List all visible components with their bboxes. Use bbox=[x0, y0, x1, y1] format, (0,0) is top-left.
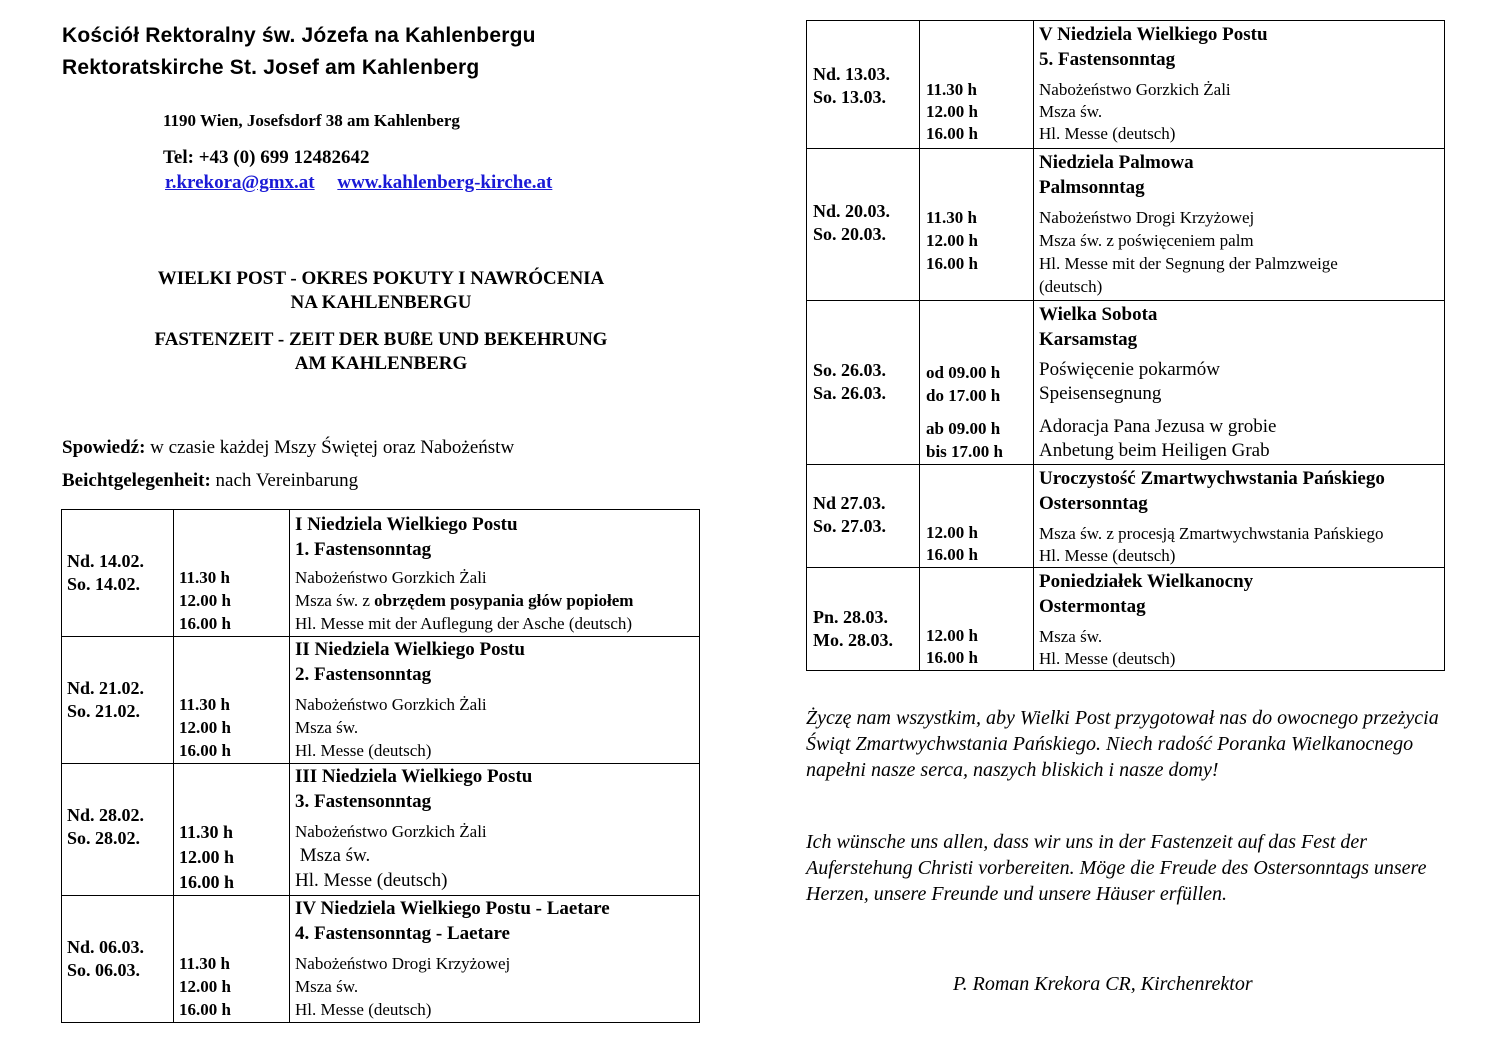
sunday-title-german: Karsamstag bbox=[1039, 329, 1138, 350]
time: 12.00 h bbox=[926, 626, 978, 645]
table-row bbox=[807, 465, 1445, 568]
times-cell bbox=[174, 510, 290, 637]
confession-polish-text: w czasie każdej Mszy Świętej oraz Nabożeństw bbox=[145, 437, 515, 458]
service-line: Msza św. bbox=[295, 977, 359, 996]
service-line: Hl. Messe (deutsch) bbox=[1039, 649, 1176, 668]
date-cell bbox=[807, 465, 920, 568]
sunday-title-german: 4. Fastensonntag - Laetare bbox=[295, 923, 510, 944]
service-line: Hl. Messe mit der Segnung der Palmzweige bbox=[1039, 254, 1338, 273]
date-polish: Nd. 20.03. bbox=[813, 201, 891, 221]
table-row bbox=[807, 149, 1445, 301]
service-line bbox=[295, 589, 699, 612]
address: 1190 Wien, Josefsdorf 38 am Kahlenberg bbox=[163, 111, 460, 130]
sunday-title-polish: IV Niedziela Wielkiego Postu - Laetare bbox=[295, 898, 610, 919]
time: 11.30 h bbox=[179, 954, 231, 973]
church-name-german: Rektoratskirche St. Josef am Kahlenberg bbox=[62, 56, 480, 79]
confession-german-label: Beichtgelegenheit: bbox=[62, 470, 211, 491]
times-cell bbox=[920, 149, 1034, 301]
service-line: Hl. Messe mit der Auflegung der Asche (deutsch) bbox=[295, 614, 633, 633]
table-row bbox=[807, 21, 1445, 149]
table-row bbox=[807, 568, 1445, 671]
signature: P. Roman Krekora CR, Kirchenrektor bbox=[953, 973, 1253, 995]
sunday-title-polish: Poniedziałek Wielkanocny bbox=[1039, 571, 1254, 592]
time: 12.00 h bbox=[179, 718, 231, 737]
time: 12.00 h bbox=[926, 231, 978, 250]
date-german: So. 28.02. bbox=[67, 828, 141, 848]
date-cell bbox=[807, 21, 920, 149]
service-line: Hl. Messe (deutsch) bbox=[295, 741, 432, 760]
sunday-title-german: 3. Fastensonntag bbox=[295, 791, 432, 812]
service-line: Nabożeństwo Drogi Krzyżowej bbox=[295, 954, 511, 973]
sunday-title-polish: I Niedziela Wielkiego Postu bbox=[295, 514, 518, 535]
time: 11.30 h bbox=[926, 80, 978, 99]
description-cell bbox=[1034, 149, 1445, 301]
service-line: (deutsch) bbox=[1039, 277, 1103, 296]
website-link[interactable]: www.kahlenberg-kirche.at bbox=[337, 172, 553, 193]
time: ab 09.00 h bbox=[926, 419, 1001, 438]
date-cell bbox=[807, 568, 920, 671]
service-line: Msza św. bbox=[1039, 102, 1103, 121]
time: 16.00 h bbox=[179, 1000, 231, 1019]
description-cell bbox=[1034, 21, 1445, 149]
service-line: Msza św. bbox=[295, 718, 359, 737]
heading-polish-line2: NA KAHLENBERGU bbox=[290, 292, 472, 313]
heading-german-line2: AM KAHLENBERG bbox=[294, 353, 468, 374]
date-polish: Pn. 28.03. bbox=[813, 607, 889, 627]
time: 16.00 h bbox=[926, 124, 978, 143]
time: 12.00 h bbox=[926, 523, 978, 542]
time: 16.00 h bbox=[179, 614, 231, 633]
sunday-title-polish: III Niedziela Wielkiego Postu bbox=[295, 766, 533, 787]
service-line: Msza św. z procesją Zmartwychwstania Pańskiego bbox=[1039, 524, 1384, 543]
service-line: Nabożeństwo Drogi Krzyżowej bbox=[1039, 208, 1255, 227]
time: 16.00 h bbox=[179, 741, 231, 760]
service-line: Hl. Messe (deutsch) bbox=[295, 870, 448, 891]
time: do 17.00 h bbox=[926, 386, 1001, 405]
description-cell bbox=[1034, 301, 1445, 465]
date-german: Mo. 28.03. bbox=[813, 630, 893, 650]
description-cell bbox=[1034, 465, 1445, 568]
sunday-title-german: 5. Fastensonntag bbox=[1039, 49, 1176, 70]
date-cell bbox=[807, 301, 920, 465]
date-polish: Nd. 14.02. bbox=[67, 551, 145, 571]
date-cell bbox=[62, 510, 174, 637]
service-line: Hl. Messe (deutsch) bbox=[1039, 546, 1176, 565]
description-cell bbox=[290, 637, 700, 764]
times-cell bbox=[920, 21, 1034, 149]
service-line: Nabożeństwo Gorzkich Żali bbox=[295, 568, 487, 587]
time: 11.30 h bbox=[926, 208, 978, 227]
sunday-title-polish: Niedziela Palmowa bbox=[1039, 152, 1194, 173]
email-link[interactable]: r.krekora@gmx.at bbox=[165, 172, 315, 193]
schedule-table-right bbox=[806, 20, 1445, 671]
date-cell bbox=[62, 896, 174, 1023]
service-line: Hl. Messe (deutsch) bbox=[1039, 124, 1176, 143]
time: 12.00 h bbox=[179, 591, 231, 610]
date-polish: Nd 27.03. bbox=[813, 493, 886, 513]
date-german: So. 20.03. bbox=[813, 224, 887, 244]
service-line: Speisensegnung bbox=[1039, 383, 1162, 404]
time: 16.00 h bbox=[926, 648, 978, 667]
time: od 09.00 h bbox=[926, 363, 1001, 382]
time: 12.00 h bbox=[179, 977, 231, 996]
date-cell bbox=[62, 764, 174, 896]
confession-german bbox=[62, 470, 358, 492]
service-line: Anbetung beim Heiligen Grab bbox=[1039, 440, 1270, 461]
sunday-title-german: Ostersonntag bbox=[1039, 493, 1148, 514]
service-line: Msza św. bbox=[295, 845, 371, 866]
table-row bbox=[62, 510, 700, 637]
heading-polish bbox=[62, 267, 700, 315]
sunday-title-polish: V Niedziela Wielkiego Postu bbox=[1039, 24, 1268, 45]
contact-links bbox=[165, 172, 552, 194]
sunday-title-german: 1. Fastensonntag bbox=[295, 539, 432, 560]
date-polish: Nd. 28.02. bbox=[67, 805, 145, 825]
service-line: Nabożeństwo Gorzkich Żali bbox=[1039, 80, 1231, 99]
description-cell bbox=[290, 764, 700, 896]
wishes-german: Ich wünsche uns allen, dass wir uns in der Fastenzeit auf das Fest der Auferstehung Christi vorbereiten. Möge die Freude des Ostersonntags unsere Herzen, unsere Freunde und unsere Häuser erfüllen. bbox=[806, 831, 1427, 905]
sunday-title-polish: II Niedziela Wielkiego Postu bbox=[295, 639, 525, 660]
confession-polish bbox=[62, 437, 514, 459]
times-cell bbox=[174, 896, 290, 1023]
schedule-table-left bbox=[61, 509, 700, 1023]
sunday-title-german: Palmsonntag bbox=[1039, 177, 1145, 198]
service-line: Nabożeństwo Gorzkich Żali bbox=[295, 695, 487, 714]
confession-polish-label: Spowiedź: bbox=[62, 437, 146, 458]
table-row bbox=[807, 301, 1445, 465]
time: 11.30 h bbox=[179, 568, 231, 587]
sunday-title-german: Ostermontag bbox=[1039, 596, 1146, 617]
times-cell bbox=[920, 568, 1034, 671]
date-polish: Nd. 06.03. bbox=[67, 937, 145, 957]
table-row bbox=[62, 764, 700, 896]
sunday-title-polish: Wielka Sobota bbox=[1039, 304, 1158, 325]
service-line: Msza św. bbox=[1039, 627, 1103, 646]
date-german: So. 27.03. bbox=[813, 516, 887, 536]
wishes-polish: Życzę nam wszystkim, aby Wielki Post przygotował nas do owocnego przeżycia Świąt Zmartwychwstania Pańskiego. Niech radość Poranka Wielkanocnego napełni nasze serca, naszych bliskich i nasze domy! bbox=[806, 707, 1439, 781]
time: 12.00 h bbox=[926, 102, 978, 121]
times-cell bbox=[920, 301, 1034, 465]
heading-german bbox=[62, 328, 700, 376]
table-row bbox=[62, 896, 700, 1023]
date-german: So. 14.02. bbox=[67, 574, 141, 594]
date-polish: Nd. 13.03. bbox=[813, 64, 891, 84]
date-polish: Nd. 21.02. bbox=[67, 678, 145, 698]
time: 11.30 h bbox=[179, 822, 234, 842]
table-row bbox=[62, 637, 700, 764]
time: 16.00 h bbox=[926, 545, 978, 564]
confession-german-text: nach Vereinbarung bbox=[210, 470, 359, 491]
service-text-bold: obrzędem posypania głów popiołem bbox=[374, 591, 634, 610]
times-cell bbox=[920, 465, 1034, 568]
service-text: Msza św. z bbox=[295, 591, 375, 610]
date-cell bbox=[62, 637, 174, 764]
church-name-polish: Kościół Rektoralny św. Józefa na Kahlenbergu bbox=[62, 24, 536, 47]
service-line: Nabożeństwo Gorzkich Żali bbox=[295, 822, 487, 841]
date-german: Sa. 26.03. bbox=[813, 383, 887, 403]
service-line: Adoracja Pana Jezusa w grobie bbox=[1039, 416, 1277, 437]
time: 16.00 h bbox=[179, 872, 235, 892]
service-line: Hl. Messe (deutsch) bbox=[295, 1000, 432, 1019]
time: 11.30 h bbox=[179, 695, 231, 714]
heading-polish-line1: WIELKI POST - OKRES POKUTY I NAWRÓCENIA bbox=[157, 268, 605, 289]
sunday-title-polish: Uroczystość Zmartwychwstania Pańskiego bbox=[1039, 468, 1385, 489]
times-cell bbox=[174, 764, 290, 896]
time: bis 17.00 h bbox=[926, 442, 1003, 461]
sunday-title-german: 2. Fastensonntag bbox=[295, 664, 432, 685]
date-cell bbox=[807, 149, 920, 301]
service-line: Poświęcenie pokarmów bbox=[1039, 359, 1220, 380]
date-polish: So. 26.03. bbox=[813, 360, 887, 380]
heading-german-line1: FASTENZEIT - ZEIT DER BUßE UND BEKEHRUNG bbox=[154, 329, 608, 350]
description-cell bbox=[290, 896, 700, 1023]
description-cell bbox=[290, 510, 700, 637]
description-cell bbox=[1034, 568, 1445, 671]
date-german: So. 13.03. bbox=[813, 87, 887, 107]
date-german: So. 06.03. bbox=[67, 960, 141, 980]
time: 16.00 h bbox=[926, 254, 978, 273]
date-german: So. 21.02. bbox=[67, 701, 141, 721]
time: 12.00 h bbox=[179, 847, 235, 867]
telephone: Tel: +43 (0) 699 12482642 bbox=[163, 147, 370, 168]
times-cell bbox=[174, 637, 290, 764]
service-line: Msza św. z poświęceniem palm bbox=[1039, 231, 1254, 250]
